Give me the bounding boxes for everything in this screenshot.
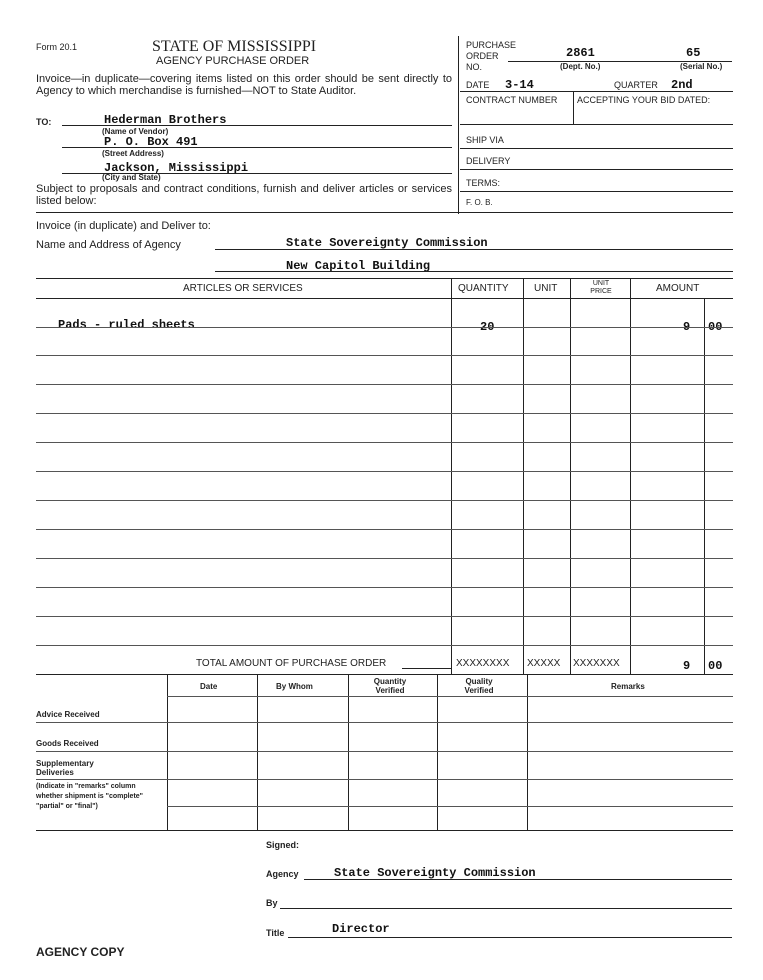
col-unit-price-header: UNIT PRICE	[590, 280, 612, 295]
form-title: STATE OF MISSISSIPPI	[152, 38, 317, 55]
date-label: DATE	[466, 80, 490, 90]
sig-agency-value: State Sovereignty Commission	[334, 866, 536, 880]
quarter-label: QUARTER	[614, 80, 658, 90]
section-divider	[36, 212, 733, 213]
vendor-street: P. O. Box 491	[104, 135, 198, 149]
receipt-remarks-header: Remarks	[611, 682, 645, 691]
total-quantity-filler: XXXXXXXX	[456, 658, 510, 669]
invoice-deliver-label: Invoice (in duplicate) and Deliver to:	[36, 220, 211, 232]
receipt-date-header: Date	[200, 682, 218, 691]
total-unit-price-filler: XXXXXXX	[573, 658, 620, 669]
remarks-note: (Indicate in "remarks" column whether shipment is "complete" "partial" or "final")	[36, 783, 143, 810]
col-unit-header: UNIT	[534, 283, 558, 294]
receipt-quality-header: Quality Verified	[464, 677, 494, 695]
total-label: TOTAL AMOUNT OF PURCHASE ORDER	[196, 658, 387, 669]
ship-via-label: SHIP VIA	[466, 135, 504, 145]
sig-agency-label: Agency	[266, 869, 299, 879]
title-value: Director	[332, 922, 390, 936]
vendor-city-caption: (City and State)	[102, 173, 161, 182]
total-amount-dollars: 9	[683, 659, 691, 673]
date-value: 3-14	[505, 78, 534, 92]
header-divider	[458, 36, 459, 214]
contract-number-label: CONTRACT NUMBER	[466, 95, 558, 105]
terms-label: TERMS:	[466, 178, 501, 188]
item-quantity: 20	[480, 320, 495, 334]
item-amount-dollars: 9	[683, 320, 691, 334]
title-label: Title	[266, 928, 285, 938]
bid-dated-label: ACCEPTING YOUR BID DATED:	[577, 95, 711, 105]
supplementary-deliveries-label: Supplementary Deliveries	[36, 759, 94, 777]
serial-number: 65	[686, 46, 701, 60]
col-amount-header: AMOUNT	[656, 283, 700, 294]
delivery-label: DELIVERY	[466, 156, 511, 166]
instructions-text: Invoice—in duplicate—covering items listed on this order should be sent directly to Agency to which merchandise is furnished—NOT to State Auditor.	[36, 73, 452, 97]
total-unit-filler: XXXXX	[527, 658, 561, 669]
vendor-name-caption: (Name of Vendor)	[102, 127, 169, 136]
subject-text: Subject to proposals and contract conditions, furnish and deliver articles or services listed below:	[36, 183, 452, 207]
agency-name: State Sovereignty Commission	[286, 236, 488, 250]
col-quantity-header: QUANTITY	[458, 283, 509, 294]
agency-copy-label: AGENCY COPY	[36, 945, 125, 959]
po-label: PURCHASE ORDER NO.	[466, 40, 517, 72]
item-article: Pads - ruled sheets	[58, 318, 195, 332]
form-subtitle: AGENCY PURCHASE ORDER	[156, 55, 310, 67]
dept-number: 2861	[566, 46, 595, 60]
col-articles-header: ARTICLES OR SERVICES	[183, 283, 303, 294]
quarter-value: 2nd	[671, 78, 693, 92]
receipt-by-whom-header: By Whom	[276, 682, 313, 691]
name-address-label: Name and Address of Agency	[36, 239, 181, 251]
fob-label: F. O. B.	[466, 198, 493, 207]
goods-received-label: Goods Received	[36, 739, 99, 748]
item-amount-cents: 00	[708, 320, 723, 334]
dept-caption: (Dept. No.)	[560, 62, 601, 71]
vendor-name: Hederman Brothers	[104, 113, 227, 127]
vendor-city: Jackson, Mississippi	[104, 161, 249, 175]
agency-address: New Capitol Building	[286, 259, 431, 273]
advice-received-label: Advice Received	[36, 710, 100, 719]
by-label: By	[266, 898, 278, 908]
to-label: TO:	[36, 117, 52, 127]
form-number: Form 20.1	[36, 42, 78, 52]
serial-caption: (Serial No.)	[680, 62, 723, 71]
signed-label: Signed:	[266, 840, 299, 850]
receipt-quantity-header: Quantity Verified	[373, 677, 407, 695]
vendor-street-caption: (Street Address)	[102, 149, 164, 158]
total-amount-cents: 00	[708, 659, 723, 673]
